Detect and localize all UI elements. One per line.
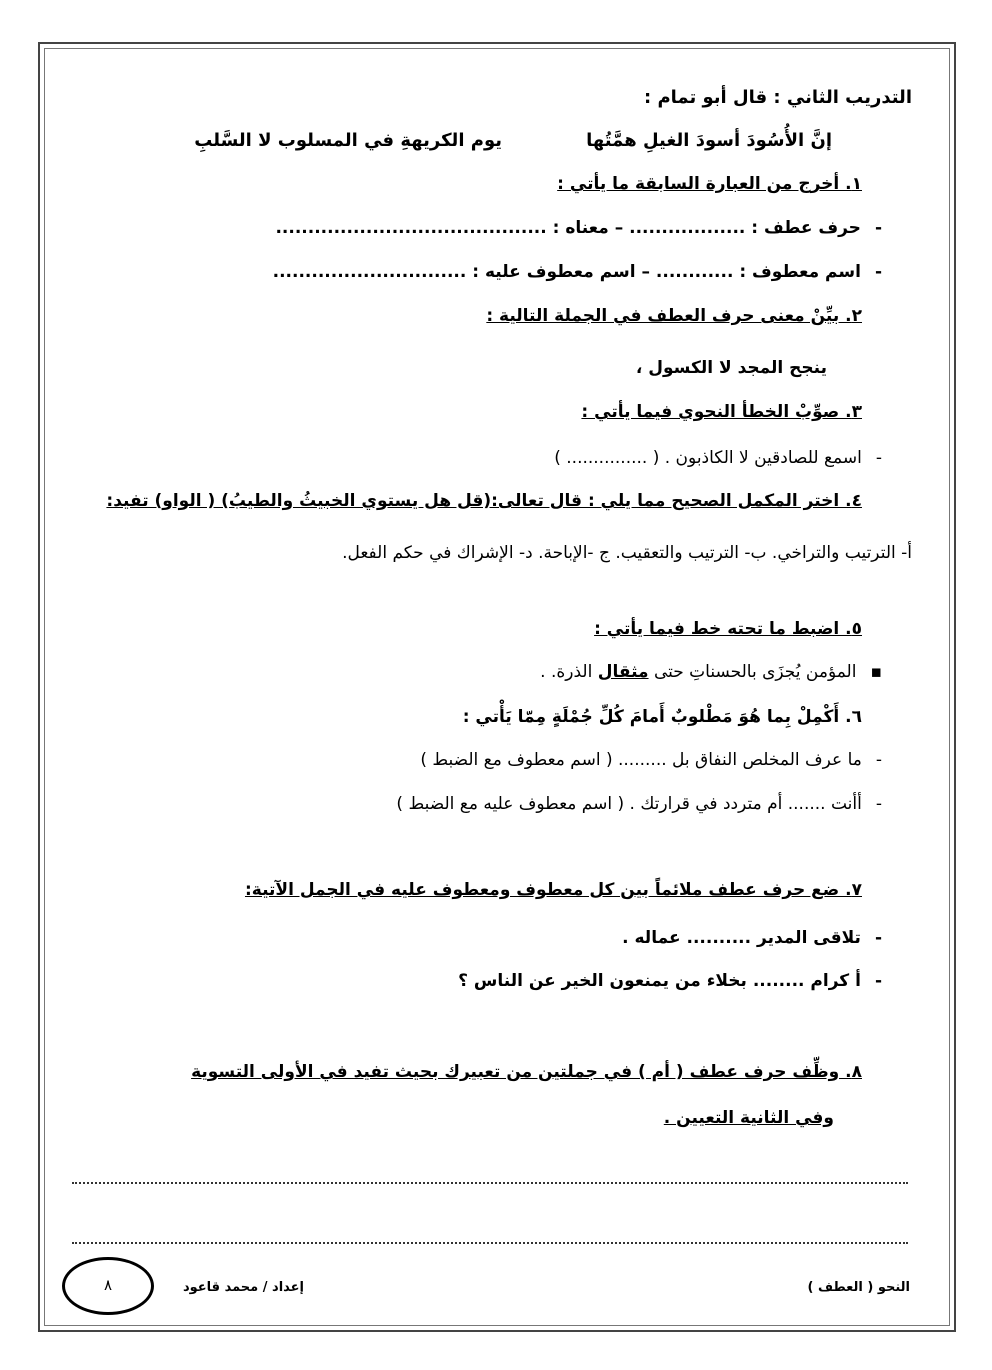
page-number: ٨ [103, 1276, 113, 1294]
q5-underlined-word: مثقال [597, 662, 649, 682]
q8-title-line2: وفي الثانية التعيين . [663, 1108, 834, 1128]
bullet-dash: - [874, 218, 882, 238]
bullet-square: ▪ [870, 662, 882, 682]
q1-title: ١. أخرج من العبارة السابقة ما يأتي : [557, 174, 862, 194]
exercise-title: التدريب الثاني : قال أبو تمام : [643, 87, 912, 108]
q2-title: ٢. بيِّنْ معنى حرف العطف في الجملة التالية : [486, 306, 862, 326]
bullet-dash: - [874, 928, 882, 948]
verse-second-half: يوم الكريهةِ في المسلوب لا السَّلبِ [194, 130, 502, 151]
q4-options: أ- الترتيب والتراخي. ب- الترتيب والتعقيب. ج -الإباحة. د- الإشراك في حكم الفعل. [342, 543, 912, 563]
q5-line-after: الذرة. . [540, 662, 598, 682]
q7-line1-text: تلاقى المدير .......... عماله . [622, 928, 861, 948]
q3-line-text: اسمع للصادقين لا الكاذبون . ( ............... ) [554, 448, 862, 468]
q6-title: ٦. أَكْمِلْ بِما هُوَ مَطْلوبٌ أَمامَ كُلِّ جُمْلَةٍ مِمّا يَأْتي : [462, 707, 862, 727]
footer-author: إعداد / محمد قاعود [182, 1280, 304, 1295]
q7-line2-text: أ كرام ........ بخلاء من يمنعون الخير عن الناس ؟ [458, 971, 861, 991]
q7-title: ٧. ضع حرف عطف ملائماً بين كل معطوف ومعطوف عليه في الجمل الآتية: [244, 880, 862, 900]
verse-first-half: إنَّ الأُسُودَ أسودَ الغيلِ همَّتُها [586, 130, 832, 151]
q6-line1-text: ما عرف المخلص النفاق بل ......... ( اسم معطوف مع الضبط ) [420, 750, 862, 770]
q4-title: ٤. اختر المكمل الصحيح مما يلي : قال تعالى:(قل هل يستوي الخبيثُ والطيبُ) ( الواو) تفيد: [106, 491, 862, 511]
q1-line1-text: حرف عطف : .................. – معناه : .......................................... [275, 218, 861, 238]
q5-line-before: المؤمن يُجزَى بالحسناتِ حتى [648, 662, 857, 682]
bullet-dash: - [874, 971, 882, 991]
q3-line [554, 446, 882, 470]
q1-line2-text: اسم معطوف : ............ – اسم معطوف عليه : .............................. [272, 262, 861, 282]
q8-title-line1: ٨. وظِّف حرف عطف ( أم ) في جملتين من تعبيرك بحيث تفيد في الأولى التسوية [191, 1062, 862, 1082]
q1-line2 [273, 260, 882, 284]
answer-line [72, 1242, 908, 1244]
q5-title: ٥. اضبط ما تحته خط فيما يأتي : [594, 619, 862, 639]
bullet-dash: - [875, 794, 882, 814]
answer-line [72, 1182, 908, 1184]
q7-line2 [458, 969, 882, 993]
footer-subject: النحو ( العطف ) [807, 1280, 910, 1295]
q5-line [540, 660, 882, 684]
q7-line1 [622, 926, 882, 950]
page-number-oval [62, 1257, 154, 1315]
q3-title: ٣. صوِّبْ الخطأ النحوي فيما يأتي : [581, 402, 862, 422]
q2-sentence: ينجح المجد لا الكسول ، [635, 358, 827, 378]
q6-line2 [396, 792, 882, 816]
bullet-dash: - [875, 448, 882, 468]
q6-line2-text: أأنت ....... أم متردد في قرارتك . ( اسم معطوف عليه مع الضبط ) [396, 794, 862, 814]
q6-line1 [420, 748, 882, 772]
q1-line1 [275, 216, 882, 240]
bullet-dash: - [875, 750, 882, 770]
bullet-dash: - [874, 262, 882, 282]
